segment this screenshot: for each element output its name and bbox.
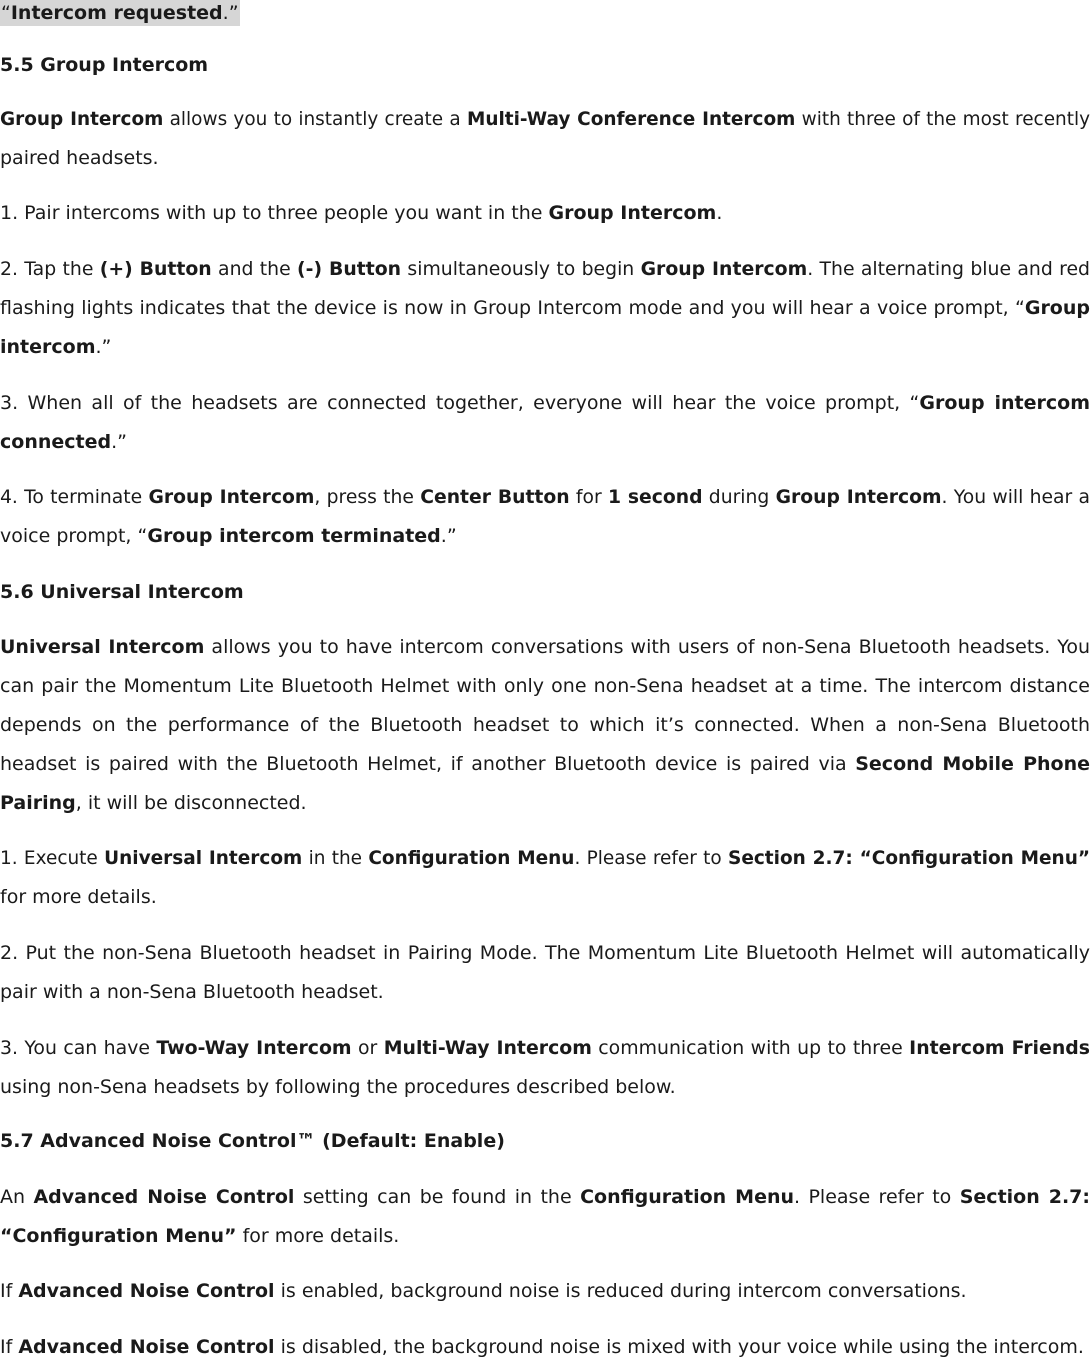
group-intercom-step-1: 1. Pair intercoms with up to three people you want in the Group Intercom. [0,202,723,224]
section-heading-group-intercom: 5.5 Group Intercom [0,54,209,76]
universal-intercom-step-3: 3. You can have Two-Way Intercom or Multi-Way Intercom communication with up to three Intercom Friends using non-Sena headsets by following the procedures described below. [0,1037,1090,1098]
group-intercom-step-4: 4. To terminate Group Intercom, press the Center Button for 1 second during Group Intercom. You will hear a voice prompt, “Group intercom terminated.” [0,487,1090,547]
universal-intercom-step-1: 1. Execute Universal Intercom in the Configuration Menu. Please refer to Section 2.7: “Configuration Menu” for more details. [0,848,1090,908]
universal-intercom-description: Universal Intercom allows you to have intercom conversations with users of non-Sena Bluetooth headsets. You can pair the Momentum Lite Bluetooth Helmet with only one non-Sena headset at a time. The intercom distance depends on the performance of the Bluetooth headset to which it’s connected. When a non-Sena Bluetooth headset is paired with the Bluetooth Helmet, if another Bluetooth device is paired via Second Mobile Phone Pairing, it will be disconnected. [0,636,1090,814]
section-heading-advanced-noise-control: 5.7 Advanced Noise Control™ (Default: Enable) [0,1130,505,1152]
advanced-noise-control-disabled: If Advanced Noise Control is disabled, the background noise is mixed with your voice while using the intercom. [0,1336,1084,1358]
group-intercom-step-3: 3. When all of the headsets are connected together, everyone will hear the voice prompt, “Group intercom connected.” [0,392,1090,453]
advanced-noise-control-enabled: If Advanced Noise Control is enabled, background noise is reduced during intercom conversations. [0,1280,967,1302]
universal-intercom-step-2: 2. Put the non-Sena Bluetooth headset in Pairing Mode. The Momentum Lite Bluetooth Helmet will automatically pair with a non-Sena Bluetooth headset. [0,942,1090,1003]
section-heading-universal-intercom: 5.6 Universal Intercom [0,581,244,603]
group-intercom-step-2: 2. Tap the (+) Button and the (-) Button simultaneously to begin Group Intercom. The alternating blue and red flashing lights indicates that the device is now in Group Intercom mode and you will hear a voice prompt, “Group intercom.” [0,259,1090,358]
advanced-noise-control-description: An Advanced Noise Control setting can be found in the Configuration Menu. Please refer to Section 2.7: “Configuration Menu” for more details. [0,1186,1090,1247]
group-intercom-description: Group Intercom allows you to instantly create a Multi-Way Conference Intercom with three of the most recently paired headsets. [0,109,1090,169]
voice-prompt-intercom-requested: “Intercom requested.” [1,2,239,24]
